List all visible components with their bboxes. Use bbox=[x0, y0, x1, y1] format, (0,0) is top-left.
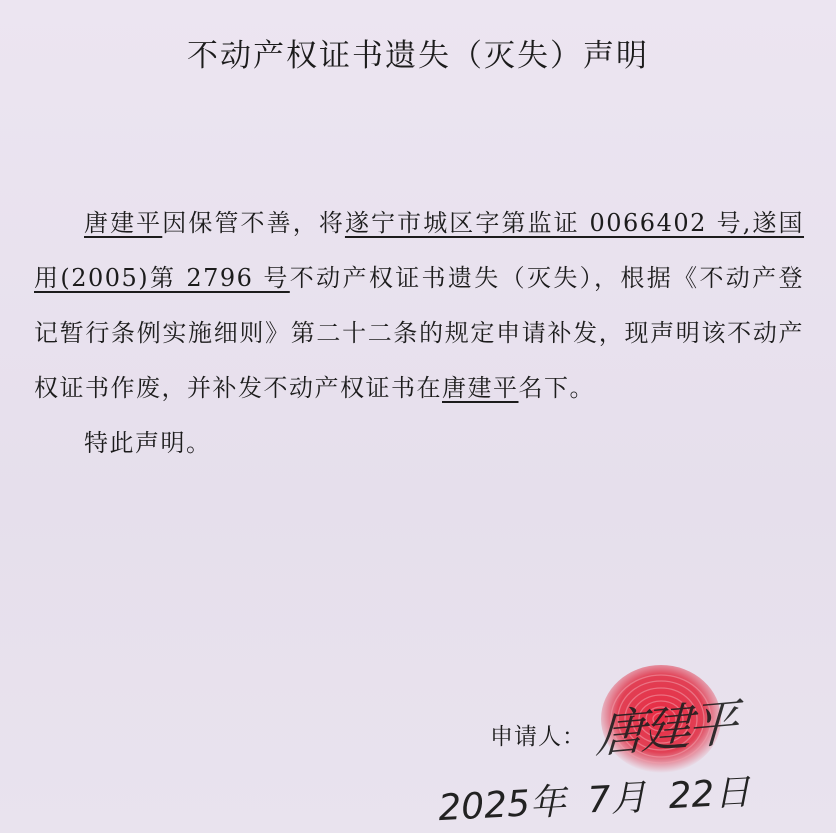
certificate-number: 遂宁市城区字第监证 0066402 号,遂 bbox=[344, 209, 779, 237]
land-use-number: 国用(2005)第 2796 号 bbox=[34, 209, 805, 292]
date-month: 7月 bbox=[586, 777, 648, 822]
text-segment: 不动产权证书遗失（灭失），根据《不动产登记暂行条例实施细则》第二十二条的规定申请补发，现声明该不动产权证书作废，并补发不动产权证书在 bbox=[34, 264, 805, 402]
applicant-label: 申请人： bbox=[490, 724, 586, 750]
declaration-paragraph bbox=[34, 196, 804, 416]
closing-statement: 特此声明。 bbox=[84, 429, 212, 457]
date-year: 2025年 bbox=[437, 781, 567, 830]
owner-name-repeat: 唐建平 bbox=[442, 374, 519, 402]
text-segment: 名下。 bbox=[518, 374, 595, 402]
declaration-body bbox=[34, 196, 804, 471]
owner-name: 唐建平 bbox=[84, 209, 163, 237]
document-title: 不动产权证书遗失（灭失）声明 bbox=[187, 38, 649, 74]
handwritten-signature: 唐建平 bbox=[594, 693, 736, 765]
text-segment: 因保管不善，将 bbox=[162, 209, 345, 237]
date-day: 22日 bbox=[667, 771, 752, 818]
handwritten-date bbox=[437, 764, 752, 831]
